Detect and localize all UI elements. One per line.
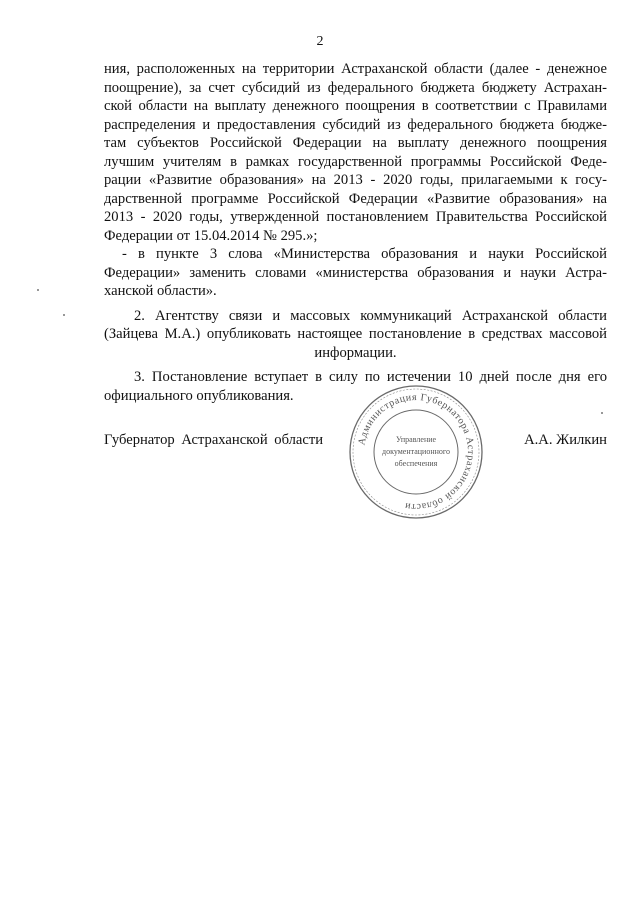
signatory-name: А.А. Жилкин [524,432,607,448]
text-line: поощрение), за счет субсидий из федерального бюджета бюджету Астрахан- [104,79,607,96]
text-line: Федерации» заменить словами «министерства образования и науки Астра- [104,264,607,281]
scan-speck [601,412,603,414]
text-line: дарственной программе Российской Федерации «Развитие образования» на [104,190,607,207]
text-line: 2013 - 2020 годы, утвержденной постановлением Правительства Российской [104,209,607,225]
seal-center-line: Управление [395,435,437,444]
text-line: Федерации от 15.04.2014 № 295.»; [104,227,318,244]
signatory-position: Губернатор Астраханской области [104,432,324,448]
text-line: (Зайцева М.А.) опубликовать настоящее постановление в средствах массовой [104,326,607,342]
official-seal [346,382,486,522]
text-line: информации. [314,344,397,361]
text-line: 3. Постановление вступает в силу по истечении 10 дней после дня его [134,369,607,385]
text-line: распределения и предоставления субсидий из федерального бюджета бюдже- [104,116,607,133]
seal-icon [346,382,486,522]
text-line: - в пункте 3 слова «Министерства образования и науки Российской [122,246,607,262]
text-line: ской области на выплату денежного поощрения в соответствии с Правилами [104,98,607,114]
text-line: официального опубликования. [104,387,294,404]
text-line: рации «Развитие образования» на 2013 - 2020 годы, прилагаемыми к госу- [104,172,607,188]
text-line: ханской области». [104,283,217,299]
seal-center-line: обеспечения [394,459,438,468]
text-line: лучшим учителям в рамках государственной программы Российской Феде- [104,153,607,170]
scan-speck [63,314,65,316]
seal-ring-text: Администрация Губернатора Астраханской области [356,391,477,513]
text-line: ния, расположенных на территории Астраханской области (далее - денежное [104,61,607,77]
page-number: 2 [316,34,324,49]
text-line: там субъектов Российской Федерации на выплату денежного поощрения [104,135,607,151]
seal-center-line: документационного [382,447,450,456]
scan-speck [37,289,39,291]
text-line: 2. Агентству связи и массовых коммуникаций Астраханской области [134,307,607,324]
document-body [104,60,607,405]
